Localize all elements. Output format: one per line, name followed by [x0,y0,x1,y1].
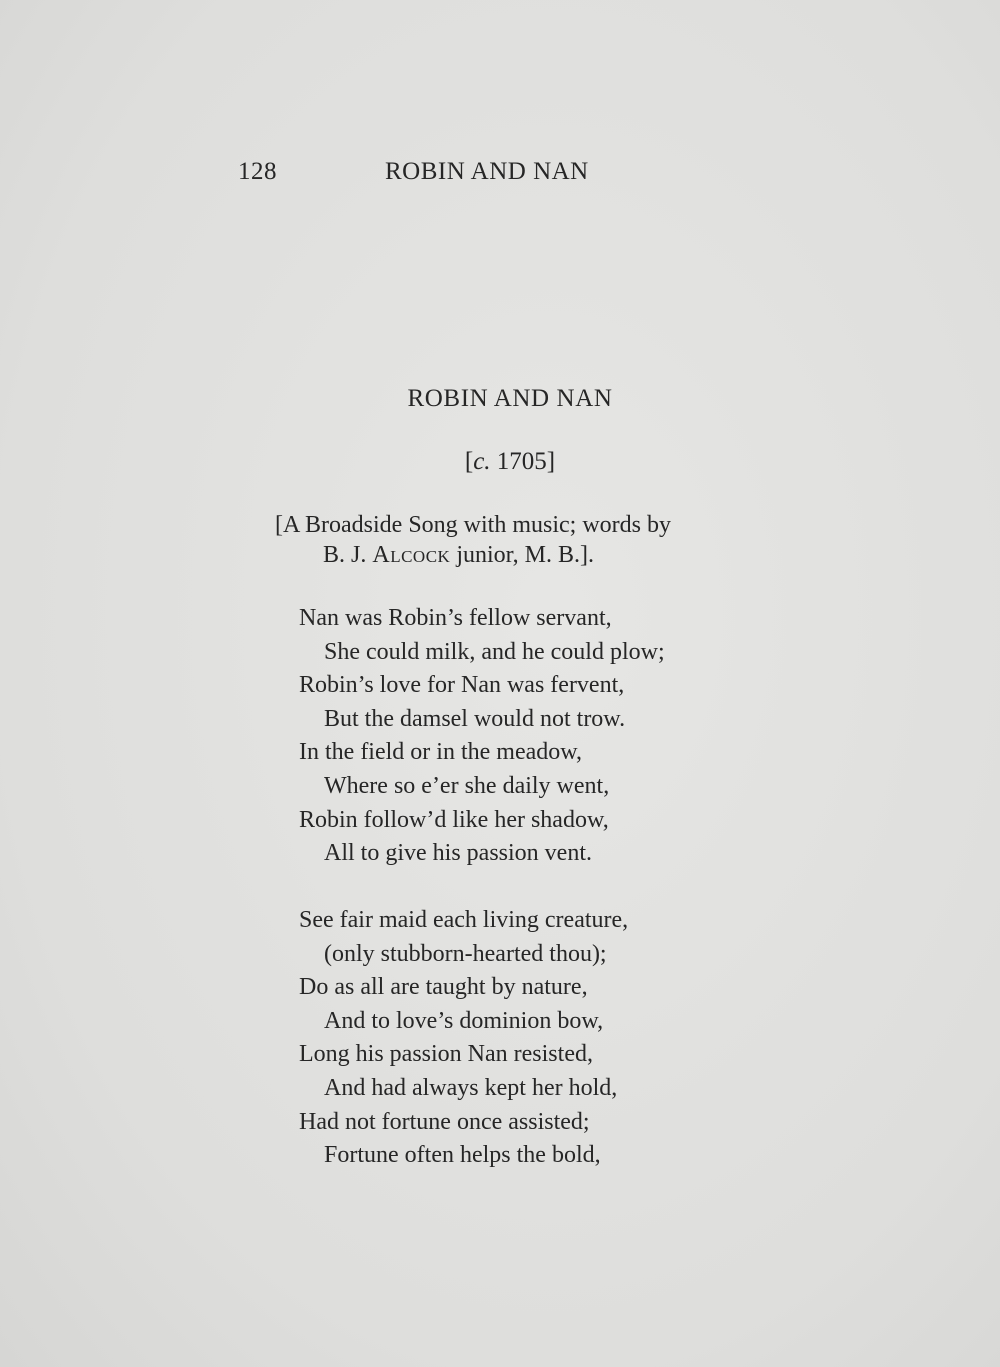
verse-line: And had always kept her hold, [324,1074,618,1101]
note-line-2 [275,540,755,570]
note-suffix: junior, M. B.]. [450,542,595,568]
page-number: 128 [238,158,277,185]
verse-line: Had not fortune once assisted; [299,1108,590,1135]
note-line-1: [A Broadside Song with music; words by [275,512,671,538]
verse-line: Nan was Robin’s fellow servant, [299,605,612,631]
verse-line: Long his passion Nan resisted, [299,1041,593,1068]
verse-line: (only stubborn-hearted thou); [324,940,607,967]
date-open-bracket: [ [464,448,474,475]
editorial-note [275,510,755,570]
verse-line: Robin’s love for Nan was fervent, [299,672,625,699]
verse-line: Robin follow’d like her shadow, [299,806,609,833]
verse-line: But the damsel would not trow. [324,705,626,732]
verse-line: See fair maid each living creature, [299,907,629,933]
running-title: ROBIN AND NAN [385,158,589,185]
verse-line: In the field or in the meadow, [299,739,583,766]
verse-line: And to love’s dominion bow, [324,1007,604,1034]
note-initials: B. J. [323,542,373,568]
stanza-2 [299,904,759,1173]
stanza-1 [299,602,759,871]
running-head [238,158,658,192]
poem-date [0,448,1000,476]
date-circa: c. [473,448,491,475]
verse-line: Fortune often helps the bold, [324,1142,601,1169]
date-year: 1705] [496,448,556,475]
poem-title: ROBIN AND NAN [407,385,613,412]
note-author-name: Alcock [372,542,451,568]
verse-line: Do as all are taught by nature, [299,974,588,1001]
verse-line: She could milk, and he could plow; [324,638,665,665]
verse-line: All to give his passion vent. [324,840,592,867]
verse-line: Where so e’er she daily went, [324,772,610,799]
